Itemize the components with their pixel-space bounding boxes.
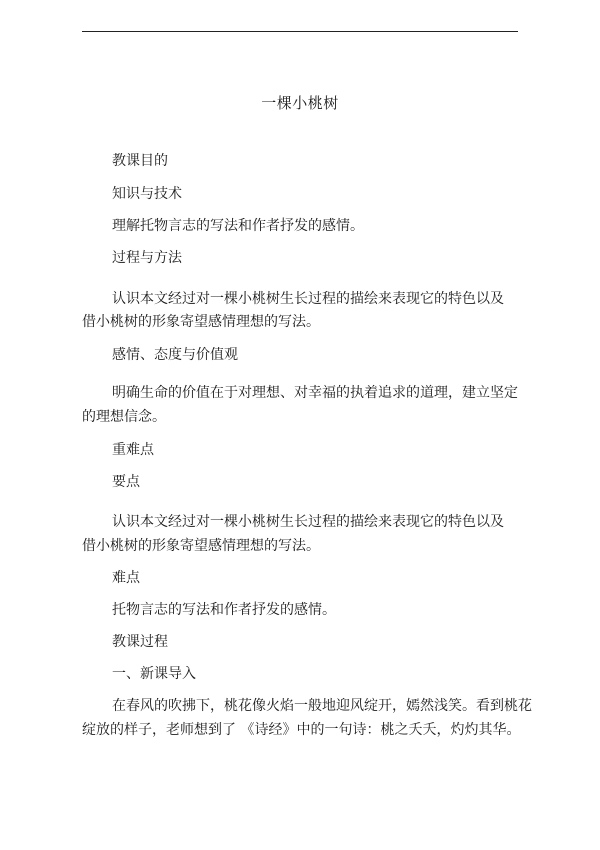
heading-teaching-goals: 教课目的: [112, 153, 168, 169]
heading-emotion-attitude: 感情、态度与价值观: [112, 347, 238, 363]
heading-teaching-process: 教课过程: [112, 634, 168, 650]
document-title: 一棵小桃树: [261, 94, 339, 112]
paragraph-process-line1: 认识本文经过对一棵小桃树生长过程的描绘来表现它的特色以及: [112, 291, 504, 307]
paragraph-emotion-line2: 的理想信念。: [82, 409, 166, 425]
header-rule: [82, 31, 518, 32]
heading-new-lesson-intro: 一、新课导入: [112, 666, 196, 682]
paragraph-emotion-line1: 明确生命的价值在于对理想、对幸福的执着追求的道理，建立坚定: [112, 385, 518, 401]
heading-key-difficult: 重难点: [112, 442, 154, 458]
paragraph-knowledge: 理解托物言志的写法和作者抒发的感情。: [112, 218, 364, 234]
heading-process-method: 过程与方法: [112, 250, 182, 266]
heading-difficult-points: 难点: [112, 570, 140, 586]
heading-knowledge-skills: 知识与技术: [112, 186, 182, 202]
heading-key-points: 要点: [112, 474, 140, 490]
paragraph-key-line2: 借小桃树的形象寄望感情理想的写法。: [82, 538, 320, 554]
paragraph-difficult: 托物言志的写法和作者抒发的感情。: [112, 602, 336, 618]
paragraph-process-line2: 借小桃树的形象寄望感情理想的写法。: [82, 314, 320, 330]
paragraph-key-line1: 认识本文经过对一棵小桃树生长过程的描绘来表现它的特色以及: [112, 514, 504, 530]
paragraph-intro-line2: 绽放的样子，老师想到了 《诗经》中的一句诗：桃之夭夭，灼灼其华。: [82, 722, 521, 738]
paragraph-intro-line1: 在春风的吹拂下，桃花像火焰一般地迎风绽开，嫣然浅笑。看到桃花: [112, 698, 532, 714]
